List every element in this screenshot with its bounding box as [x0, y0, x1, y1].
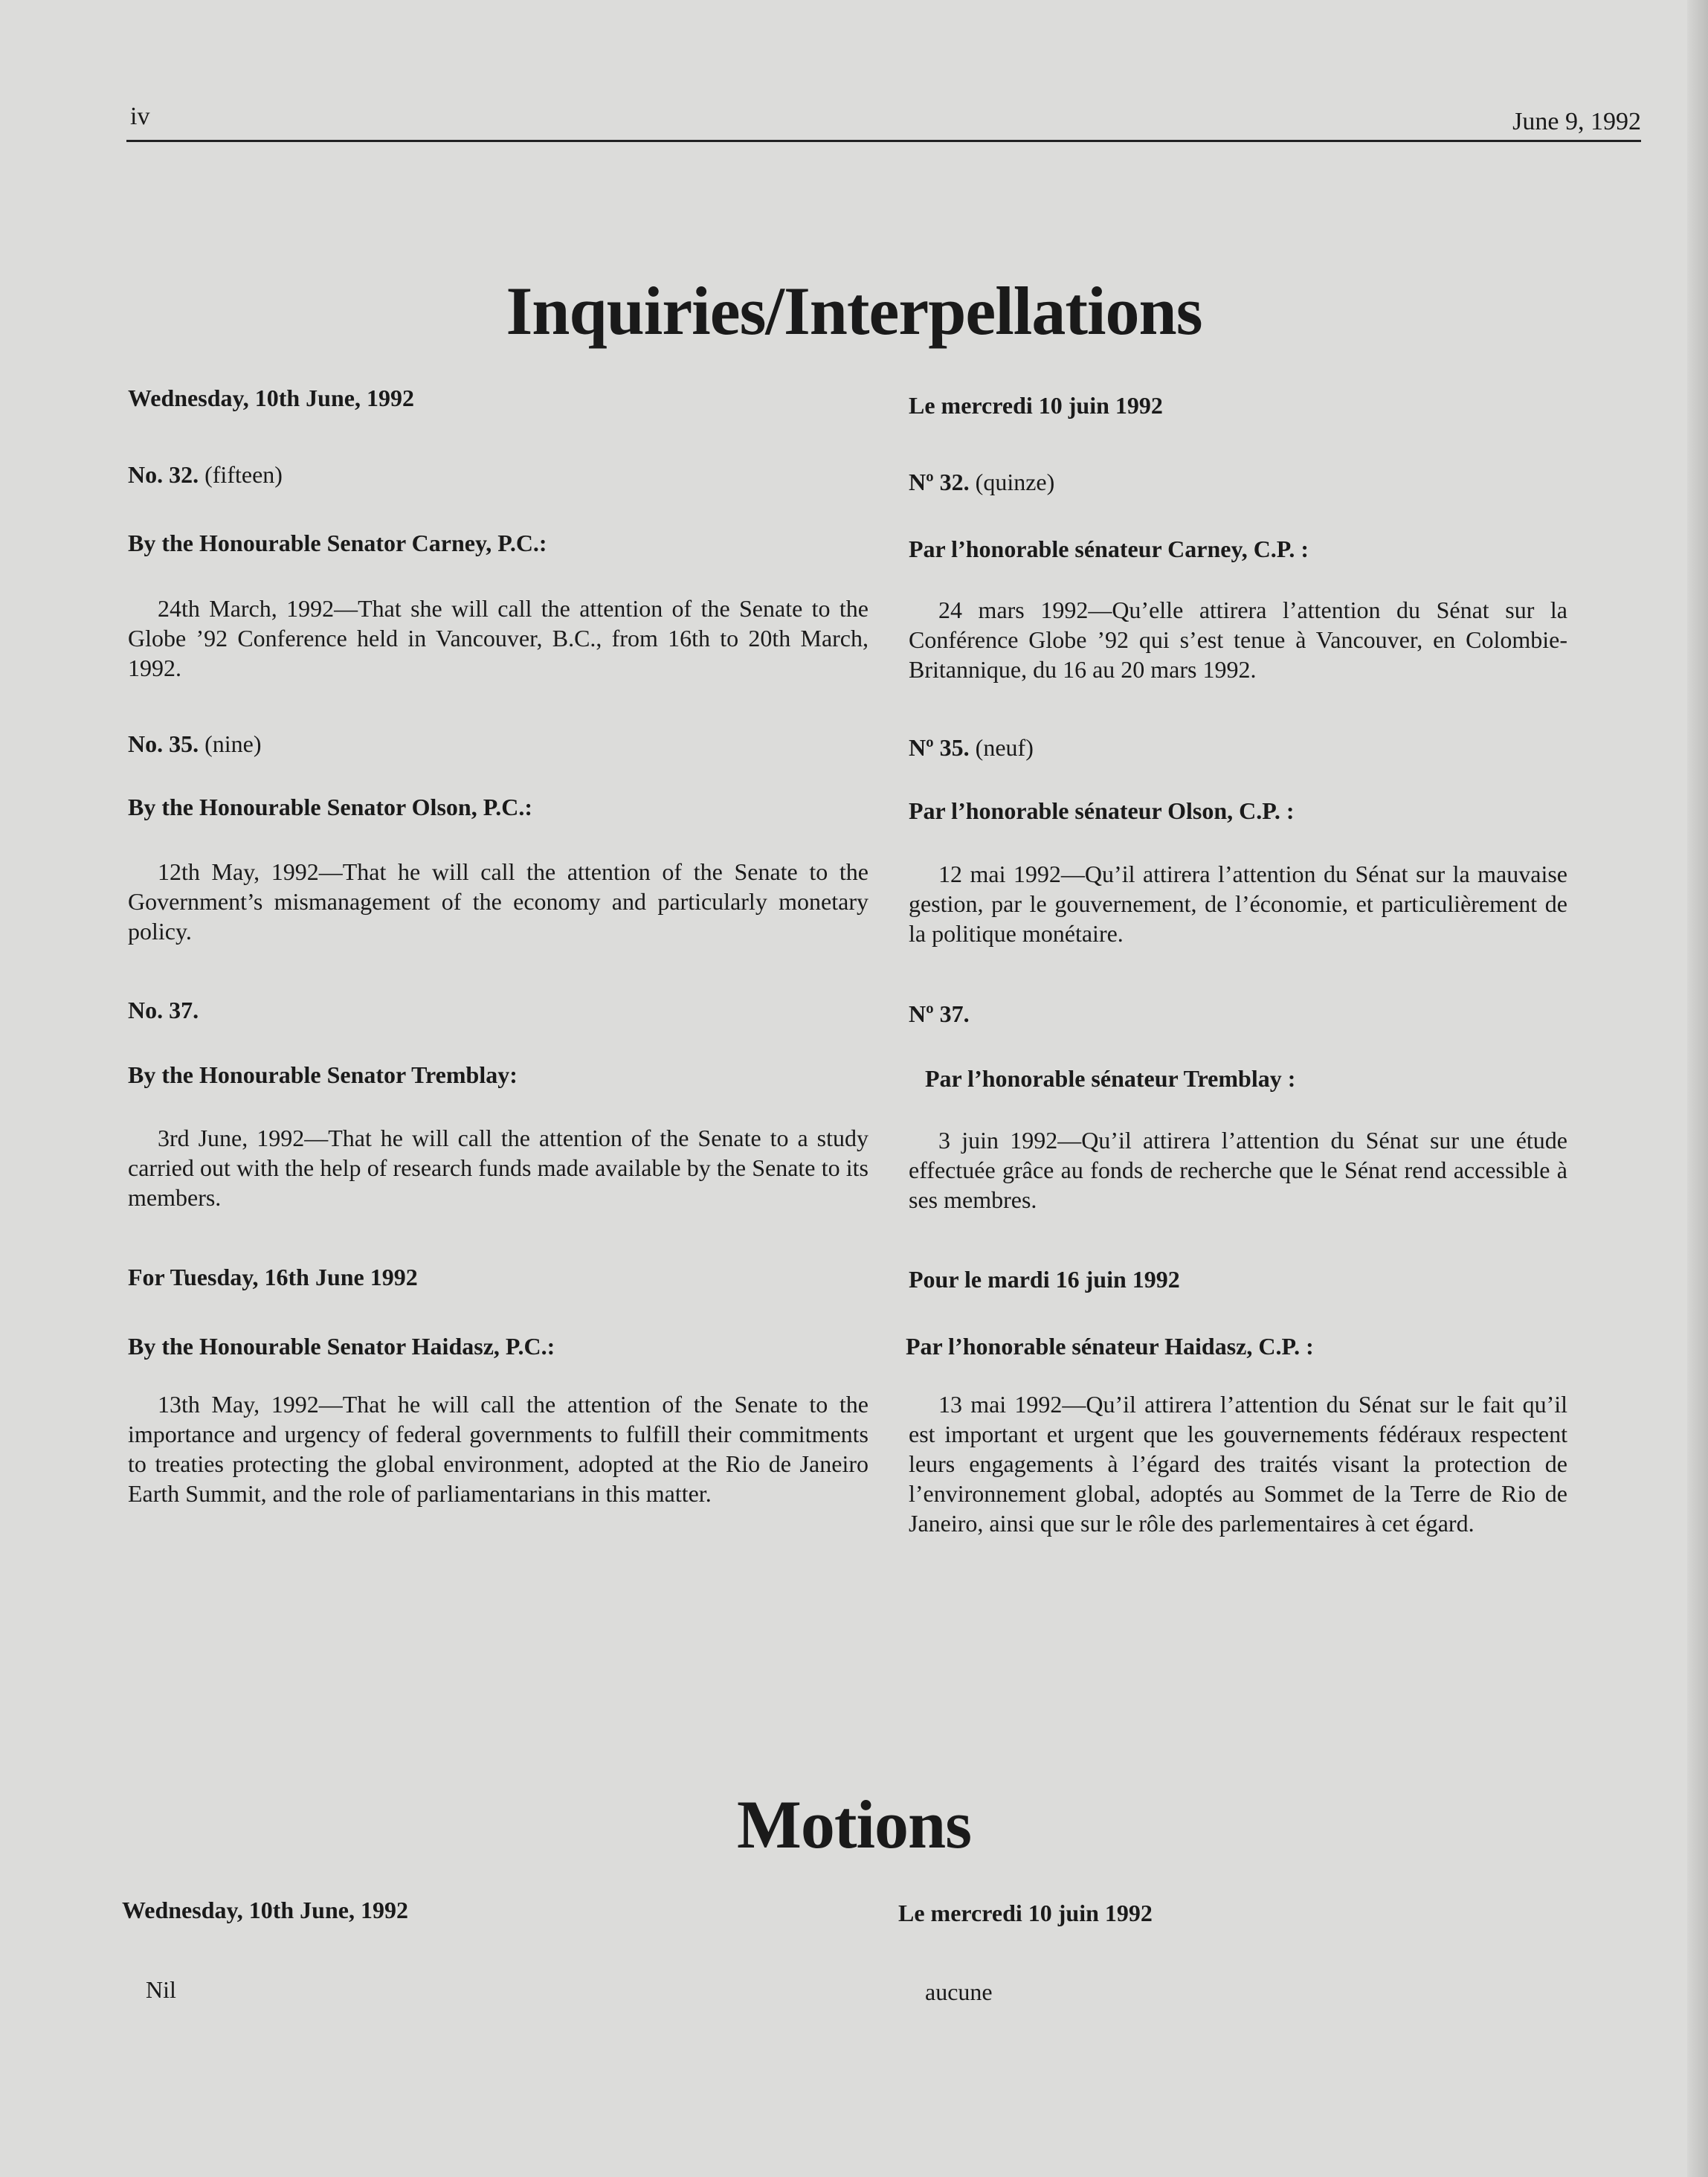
inquiry-sponsor: Par l’honorable sénateur Carney, C.P. : [909, 536, 1309, 562]
header-rule [126, 140, 1641, 142]
inquiries-fr-date: Le mercredi 10 juin 1992 [909, 392, 1163, 419]
motions-en-value: Nil [146, 1976, 176, 2003]
inquiry-text: 12th May, 1992—That he will call the attention of the Senate to the Government’s mismanagement of the economy and particularly monetary policy. [128, 858, 868, 945]
inquiry-text: 3rd June, 1992—That he will call the attention of the Senate to a study carried out with the help of research funds made available by the Senate to its members. [128, 1125, 868, 1211]
inquiry-number: Nº 35. (neuf) [909, 734, 1034, 761]
inquiry-number: No. 32. (fifteen) [128, 461, 283, 488]
inquiry-number: No. 35. (nine) [128, 730, 262, 757]
inquiry-sponsor: Par l’honorable sénateur Olson, C.P. : [909, 797, 1295, 824]
inquiry-number: No. 37. [128, 997, 199, 1023]
inquiry-text: 13 mai 1992—Qu’il attirera l’attention du Sénat sur le fait qu’il est important et urgent que les gouvernements fédéraux respectent leurs engagements à l’égard des traités visant la protection de l’environnement global, adoptés au Sommet de la Terre de Rio de Janeiro, ainsi que sur le rôle des parlementaires à cet égard. [909, 1391, 1567, 1537]
motions-title: Motions [737, 1787, 971, 1862]
inquiry-number: Nº 37. [909, 1000, 970, 1027]
inquiry-sponsor: By the Honourable Senator Haidasz, P.C.: [128, 1333, 555, 1360]
tuesday-heading: Pour le mardi 16 juin 1992 [909, 1266, 1180, 1293]
inquiry-text: 13th May, 1992—That he will call the attention of the Senate to the importance and urgency of federal governments to fulfill their commitments to treaties protecting the global environment, adopted at the Rio de Janeiro Earth Summit, and the role of parliamentarians in this matter. [128, 1391, 868, 1507]
inquiry-sponsor: By the Honourable Senator Tremblay: [128, 1061, 518, 1088]
motions-en-date: Wednesday, 10th June, 1992 [122, 1897, 408, 1923]
inquiries-en-date: Wednesday, 10th June, 1992 [128, 385, 414, 411]
inquiry-text: 3 juin 1992—Qu’il attirera l’attention du Sénat sur une étude effectuée grâce au fonds de recherche que le Sénat rend accessible à ses membres. [909, 1127, 1567, 1213]
page-number: iv [130, 103, 150, 130]
inquiry-text: 12 mai 1992—Qu’il attirera l’attention du Sénat sur la mauvaise gestion, par le gouvernement, de l’économie, et particulièrement de la politique monétaire. [909, 861, 1567, 947]
inquiry-text: 24 mars 1992—Qu’elle attirera l’attention du Sénat sur la Conférence Globe ’92 qui s’est tenue à Vancouver, en Colombie-Britannique, du 16 au 20 mars 1992. [909, 596, 1567, 683]
inquiry-text: 24th March, 1992—That she will call the attention of the Senate to the Globe ’92 Conference held in Vancouver, B.C., from 16th to 20th March, 1992. [128, 595, 868, 681]
inquiry-sponsor: By the Honourable Senator Olson, P.C.: [128, 794, 533, 820]
page-edge [1687, 0, 1708, 2177]
motions-fr-date: Le mercredi 10 juin 1992 [898, 1900, 1153, 1926]
inquiry-number: Nº 32. (quinze) [909, 469, 1055, 495]
header-date: June 9, 1992 [1512, 108, 1641, 135]
inquiry-sponsor: Par l’honorable sénateur Tremblay : [925, 1065, 1296, 1092]
motions-fr-value: aucune [925, 1978, 993, 2005]
tuesday-heading: For Tuesday, 16th June 1992 [128, 1264, 418, 1290]
inquiry-sponsor: Par l’honorable sénateur Haidasz, C.P. : [906, 1333, 1314, 1360]
inquiries-title: Inquiries/Interpellations [506, 273, 1202, 349]
inquiry-sponsor: By the Honourable Senator Carney, P.C.: [128, 530, 547, 556]
